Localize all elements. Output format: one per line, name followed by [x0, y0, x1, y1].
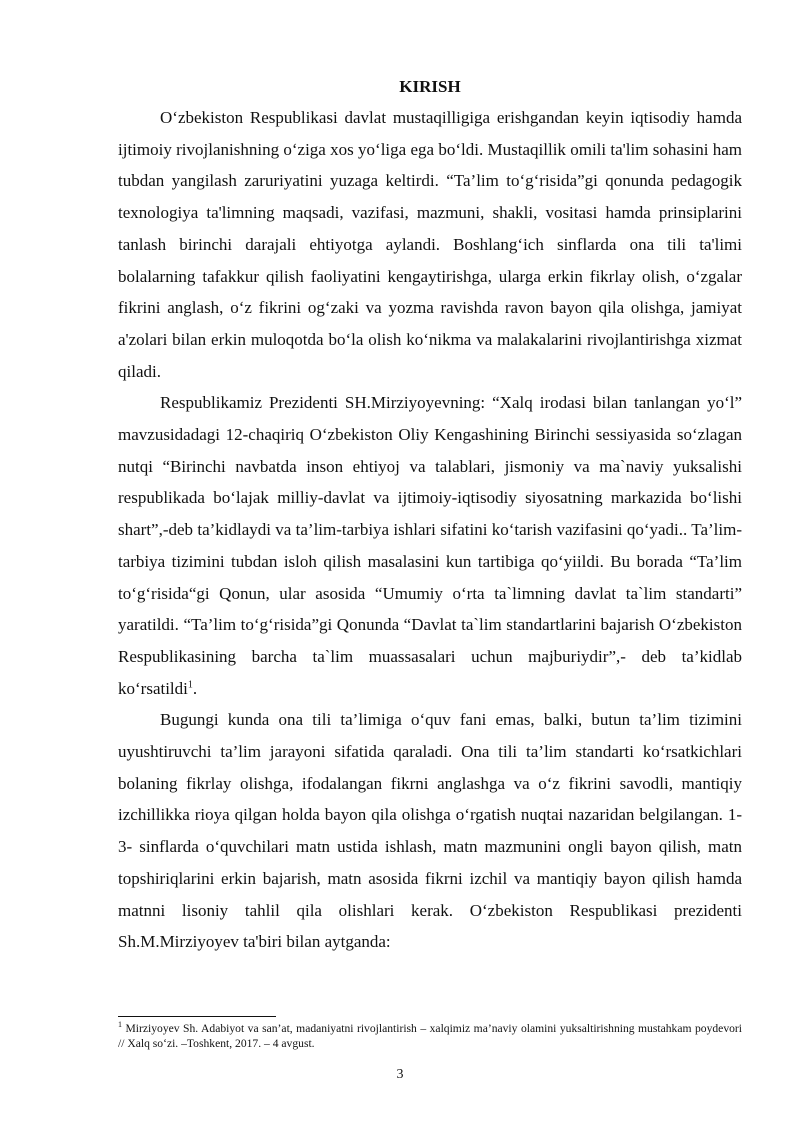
paragraph-intro: O‘zbekiston Respublikasi davlat mustaqilligiga erishgandan keyin iqtisodiy hamda ijtimoiy rivojlanishning o‘ziga xos yo‘liga ega bo‘ldi. Mustaqillik omili ta'lim sohasini ham tubdan yangilash zaruriyatini yuzaga keltirdi. “Ta’lim to‘g‘risida”gi qonunda pedagogik texnologiya ta'limning maqsadi, vazifasi, mazmuni, shakli, vositasi hamda prinsiplarini tanlash birinchi darajali ehtiyotga aylandi. Boshlang‘ich sinflarda ona tili ta'limi bolalarning tafakkur qilish faoliyatini kengaytirishga, ularga erkin fikrlay olish, o‘zgalar fikrini anglash, o‘z fikrini og‘zaki va yozma ravishda ravon bayon qila olishga, jamiyat a'zolari bilan erkin muloqotda bo‘la olish ko‘nikma va malakalarini rivojlantirishga xizmat qiladi. [118, 108, 742, 381]
footnote-marker: 1 [118, 1020, 122, 1030]
body-text [118, 102, 742, 958]
footnote-divider [118, 1016, 276, 1017]
paragraph-mother-tongue: Bugungi kunda ona tili ta’limiga o‘quv fani emas, balki, butun ta’lim tizimini uyushtiruvchi ta’lim jarayoni sifatida qaraladi. Ona tili ta’lim standarti ko‘rsatkichlari bolaning fikrlay olishga, ifodalangan fikrni anglashga va o‘z fikrini savodli, mantiqiy izchillikka rioya qilgan holda bayon qila olishga o‘rgatish nuqtai nazaridan belgilangan. 1-3- sinflarda o‘quvchilari matn ustida ishlash, matn mazmunini ongli bayon qilish, matn topshiriqlarini erkin bajarish, matn asosida fikrni izchil va mantiqiy bayon qilish hamda matnni lisoniy tahlil qila olishlari kerak. O‘zbekiston Respublikasi prezidenti Sh.M.Mirziyoyev ta'biri bilan aytganda: [118, 710, 742, 952]
footnote [118, 1021, 742, 1051]
page-title: KIRISH [399, 77, 461, 96]
footnote-reference[interactable]: 1 [187, 679, 193, 690]
page-number: 3 [396, 1067, 404, 1082]
paragraph-president-speech-tail: . [192, 678, 198, 698]
footnote-text: Mirziyoyev Sh. Adabiyot va san’at, madaniyatni rivojlantirish – xalqimiz ma’naviy olamini yuksaltirishning mustahkam poydevori // Xalq so‘zi. –Toshkent, 2017. – 4 avgust. [118, 1022, 742, 1050]
paragraph-president-speech [118, 387, 742, 704]
paragraph-president-speech-text: Respublikamiz Prezidenti SH.Mirziyoyevning: “Xalq irodasi bilan tanlangan yo‘l” mavzusidadagi 12-chaqiriq O‘zbekiston Oliy Kengashining Birinchi sessiyasida so‘zlagan nutqi “Birinchi navbatda inson ehtiyoj va talablari, jismoniy va ma`naviy yuksalishi respublikada bo‘lajak milliy-davlat va ijtimoiy-iqtisodiy siyosatning markazida bo‘lishi shart”,-deb ta’kidlaydi va ta’lim-tarbiya ishlari sifatini ko‘tarish vazifasini qo‘yadi.. Ta’lim-tarbiya tizimini tubdan isloh qilish masalasini kun tartibiga qo‘yiildi. Bu borada “Ta’lim to‘g‘risida“gi Qonun, ular asosida “Umumiy o‘rta ta`limning davlat ta`lim standarti” yaratildi. “Ta’lim to‘g‘risida”gi Qonunda “Davlat ta`lim standartlarini bajarish O‘zbekiston Respublikasining barcha ta`lim muassasalari uchun majburiydir”,- deb ta’kidlab ko‘rsatildi [118, 393, 742, 698]
